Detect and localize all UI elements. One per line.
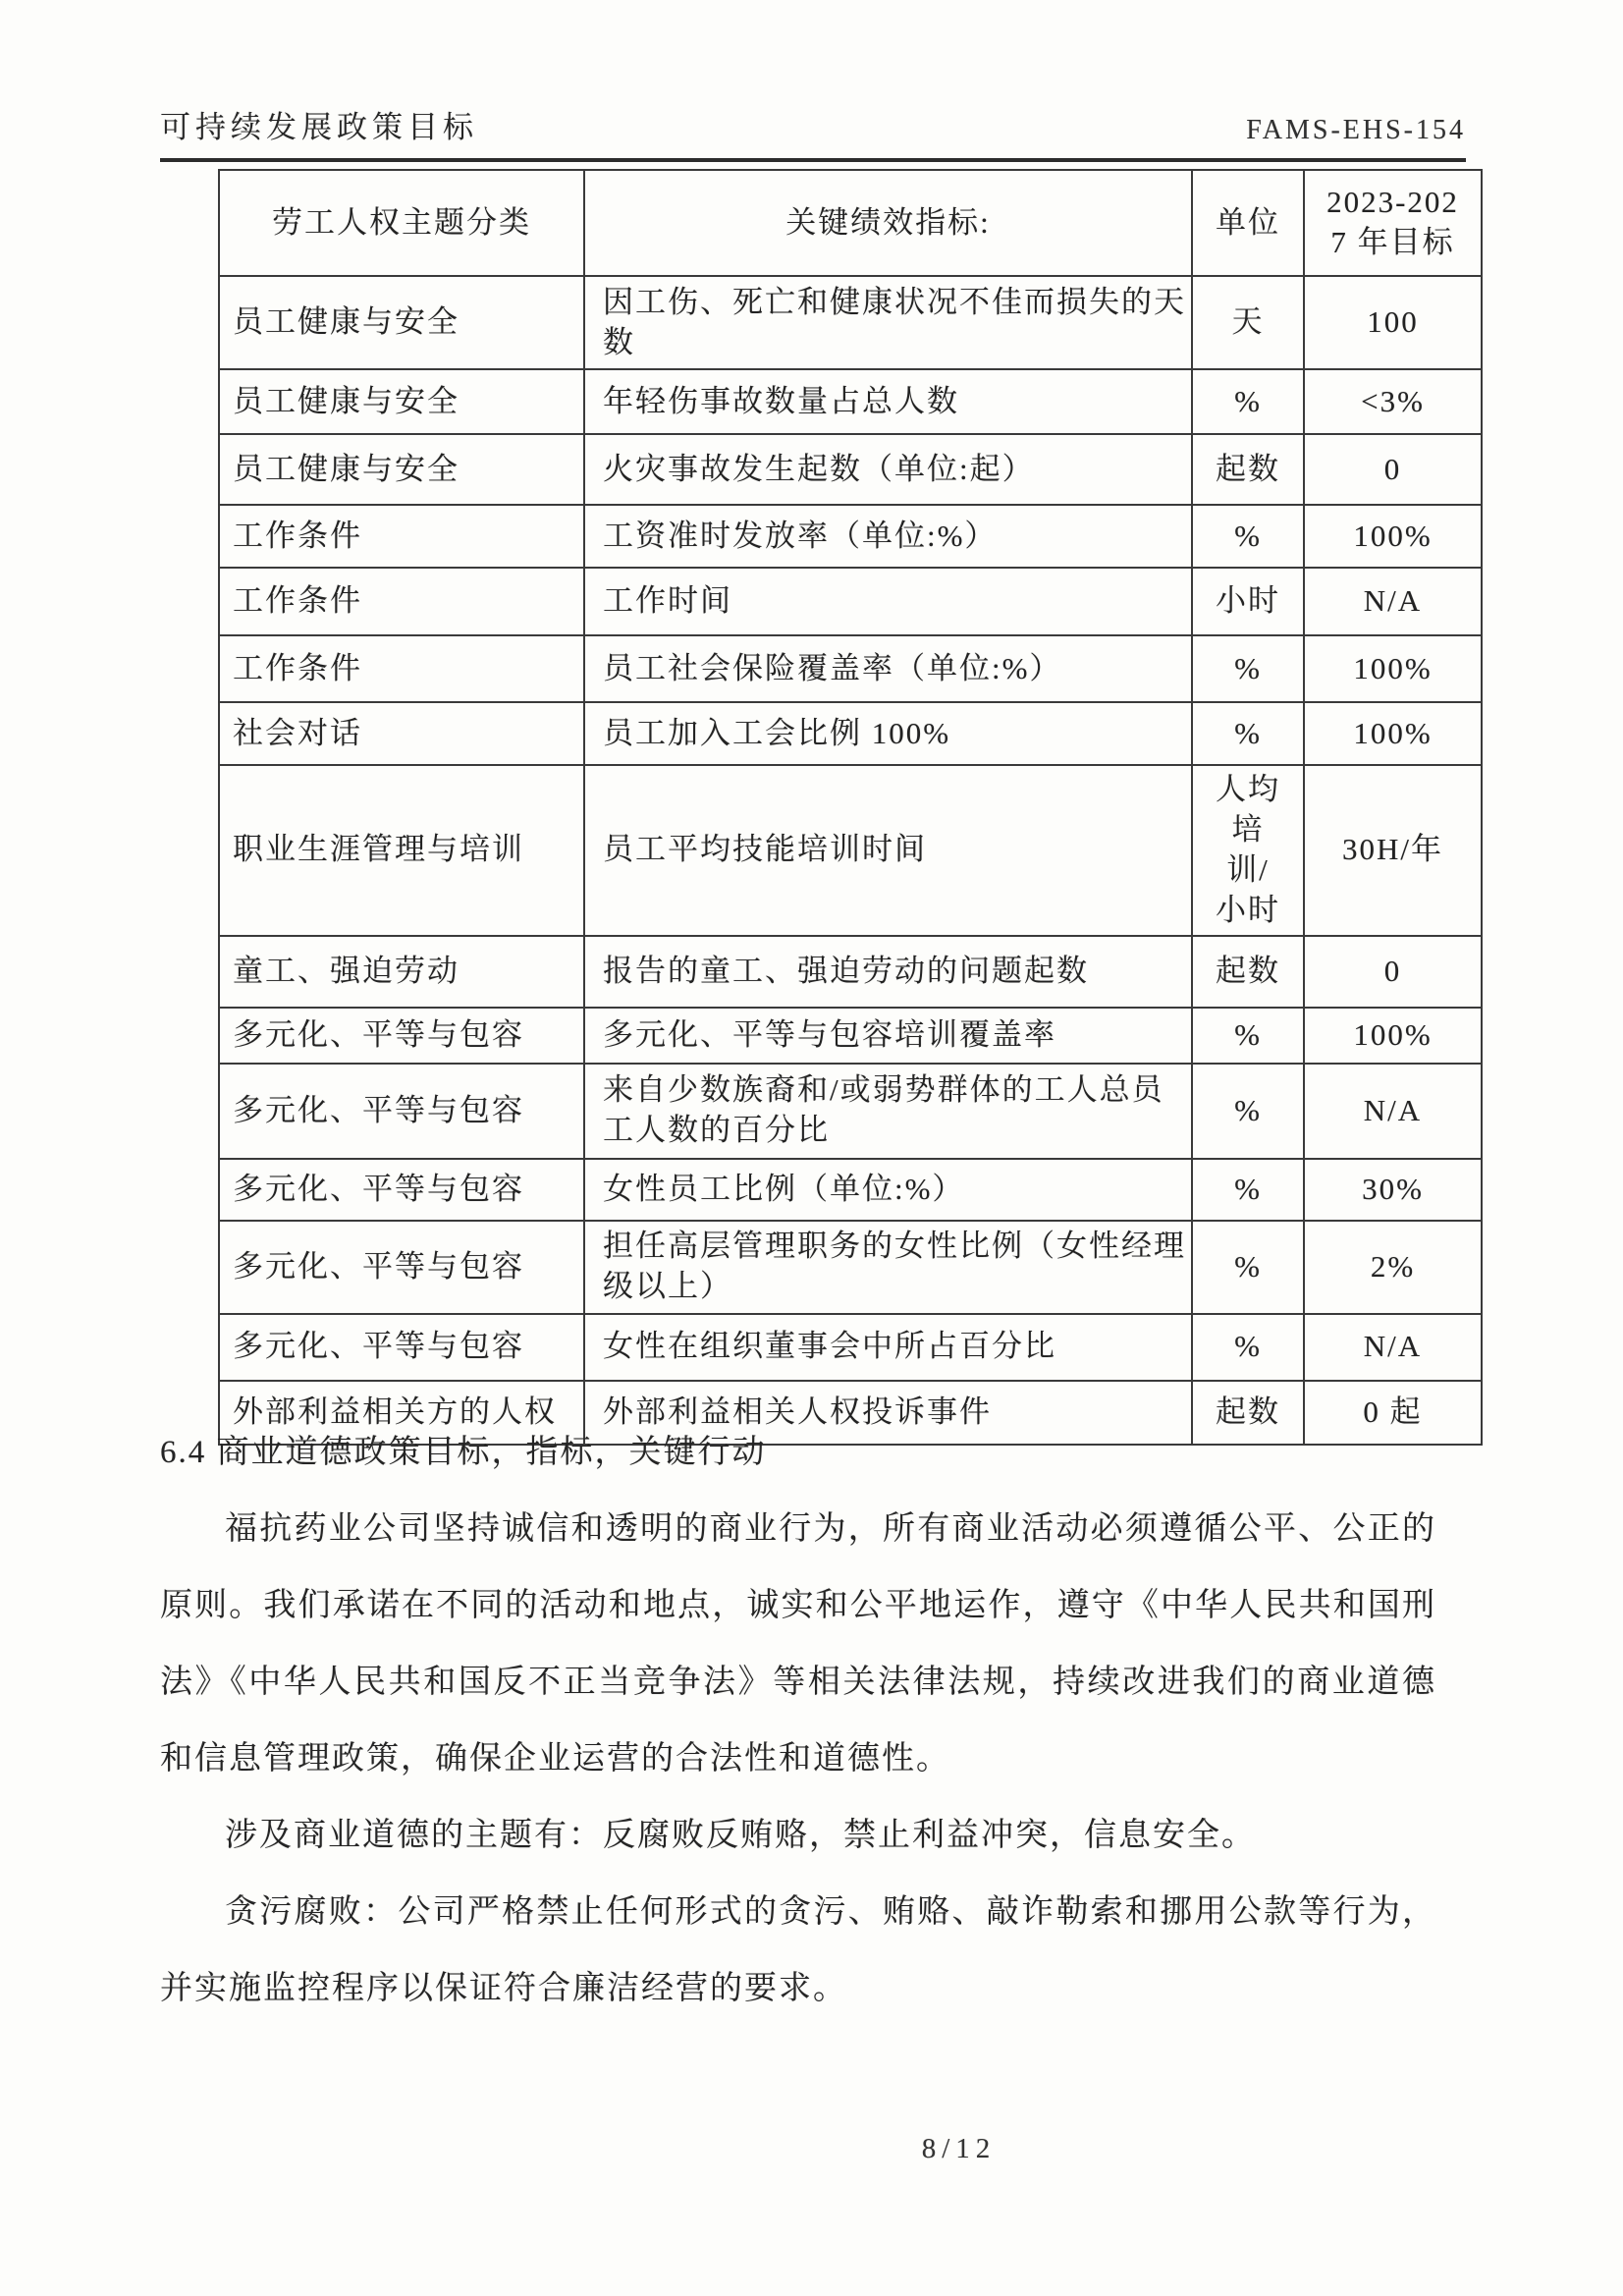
target-cell: 30H/年	[1304, 765, 1482, 936]
category-cell: 多元化、平等与包容	[219, 1314, 584, 1381]
category-cell: 外部利益相关方的人权	[219, 1381, 584, 1445]
column-header-category: 劳工人权主题分类	[219, 170, 584, 276]
kpi-cell: 员工社会保险覆盖率（单位:%）	[584, 635, 1192, 702]
table-row	[219, 1221, 1482, 1314]
category-cell: 工作条件	[219, 505, 584, 568]
unit-cell: 人均培训/小时	[1192, 765, 1304, 936]
target-cell: 0 起	[1304, 1381, 1482, 1445]
category-cell: 多元化、平等与包容	[219, 1159, 584, 1221]
unit-cell: %	[1192, 1159, 1304, 1221]
target-cell: 2%	[1304, 1221, 1482, 1314]
kpi-cell: 火灾事故发生起数（单位:起）	[584, 434, 1192, 505]
target-cell: 0	[1304, 434, 1482, 505]
unit-cell: %	[1192, 1008, 1304, 1064]
kpi-cell: 年轻伤事故数量占总人数	[584, 369, 1192, 434]
unit-cell: %	[1192, 505, 1304, 568]
category-cell: 童工、强迫劳动	[219, 936, 584, 1008]
unit-cell: %	[1192, 1064, 1304, 1159]
table-row	[219, 702, 1482, 765]
category-cell: 多元化、平等与包容	[219, 1008, 584, 1064]
business-ethics-section	[160, 1414, 1436, 2027]
table-row	[219, 276, 1482, 369]
table-row	[219, 434, 1482, 505]
category-cell: 职业生涯管理与培训	[219, 765, 584, 936]
unit-cell: %	[1192, 702, 1304, 765]
table-row	[219, 1314, 1482, 1381]
category-cell: 员工健康与安全	[219, 276, 584, 369]
table-row	[219, 568, 1482, 635]
table-row	[219, 1064, 1482, 1159]
kpi-cell: 多元化、平等与包容培训覆盖率	[584, 1008, 1192, 1064]
target-cell: 0	[1304, 936, 1482, 1008]
kpi-cell: 员工平均技能培训时间	[584, 765, 1192, 936]
category-cell: 工作条件	[219, 635, 584, 702]
kpi-cell: 担任高层管理职务的女性比例（女性经理级以上）	[584, 1221, 1192, 1314]
column-header-target: 2023-2027 年目标	[1304, 170, 1482, 276]
section-heading: 6.4 商业道德政策目标，指标，关键行动	[160, 1435, 767, 1470]
kpi-cell: 来自少数族裔和/或弱势群体的工人总员工人数的百分比	[584, 1064, 1192, 1159]
target-cell: 100%	[1304, 702, 1482, 765]
kpi-cell: 员工加入工会比例 100%	[584, 702, 1192, 765]
target-cell: N/A	[1304, 568, 1482, 635]
paragraph: 福抗药业公司坚持诚信和透明的商业行为，所有商业活动必须遵循公平、公正的原则。我们承诺在不同的活动和地点，诚实和公平地运作，遵守《中华人民共和国刑法》《中华人民共和国反不正当竞争法》等相关法律法规，持续改进我们的商业道德和信息管理政策，确保企业运营的合法性和道德性。	[160, 1511, 1436, 1777]
unit-cell: 起数	[1192, 936, 1304, 1008]
document-number: FAMS-EHS-154	[1246, 115, 1466, 145]
table-row	[219, 1159, 1482, 1221]
target-cell: 100	[1304, 276, 1482, 369]
kpi-cell: 外部利益相关人权投诉事件	[584, 1381, 1192, 1445]
unit-cell: %	[1192, 1221, 1304, 1314]
unit-cell: %	[1192, 635, 1304, 702]
unit-cell: %	[1192, 369, 1304, 434]
unit-cell: 起数	[1192, 434, 1304, 505]
table-row	[219, 765, 1482, 936]
page-number: 8/12	[921, 2133, 997, 2164]
category-cell: 多元化、平等与包容	[219, 1064, 584, 1159]
category-cell: 社会对话	[219, 702, 584, 765]
unit-cell: 起数	[1192, 1381, 1304, 1445]
target-cell: 100%	[1304, 635, 1482, 702]
table-row	[219, 1008, 1482, 1064]
table-row	[219, 505, 1482, 568]
category-cell: 多元化、平等与包容	[219, 1221, 584, 1314]
kpi-cell: 报告的童工、强迫劳动的问题起数	[584, 936, 1192, 1008]
target-cell: N/A	[1304, 1314, 1482, 1381]
target-cell: <3%	[1304, 369, 1482, 434]
kpi-cell: 女性员工比例（单位:%）	[584, 1159, 1192, 1221]
page-header	[160, 102, 1466, 162]
paragraph: 贪污腐败：公司严格禁止任何形式的贪污、贿赂、敲诈勒索和挪用公款等行为，并实施监控程序以保证符合廉洁经营的要求。	[160, 1894, 1436, 2006]
kpi-cell: 因工伤、死亡和健康状况不佳而损失的天数	[584, 276, 1192, 369]
page-header-title: 可持续发展政策目标	[160, 110, 478, 144]
target-cell: N/A	[1304, 1064, 1482, 1159]
category-cell: 员工健康与安全	[219, 369, 584, 434]
kpi-cell: 女性在组织董事会中所占百分比	[584, 1314, 1192, 1381]
target-cell: 100%	[1304, 1008, 1482, 1064]
column-header-unit: 单位	[1192, 170, 1304, 276]
paragraph: 涉及商业道德的主题有：反腐败反贿赂，禁止利益冲突，信息安全。	[225, 1818, 1256, 1853]
table-row	[219, 635, 1482, 702]
table-header-row	[219, 170, 1482, 276]
category-cell: 员工健康与安全	[219, 434, 584, 505]
kpi-cell: 工资准时发放率（单位:%）	[584, 505, 1192, 568]
kpi-table	[218, 169, 1483, 1446]
target-cell: 30%	[1304, 1159, 1482, 1221]
table-row	[219, 369, 1482, 434]
table-row	[219, 936, 1482, 1008]
target-cell: 100%	[1304, 505, 1482, 568]
unit-cell: 天	[1192, 276, 1304, 369]
column-header-kpi: 关键绩效指标:	[584, 170, 1192, 276]
kpi-cell: 工作时间	[584, 568, 1192, 635]
category-cell: 工作条件	[219, 568, 584, 635]
unit-cell: 小时	[1192, 568, 1304, 635]
unit-cell: %	[1192, 1314, 1304, 1381]
